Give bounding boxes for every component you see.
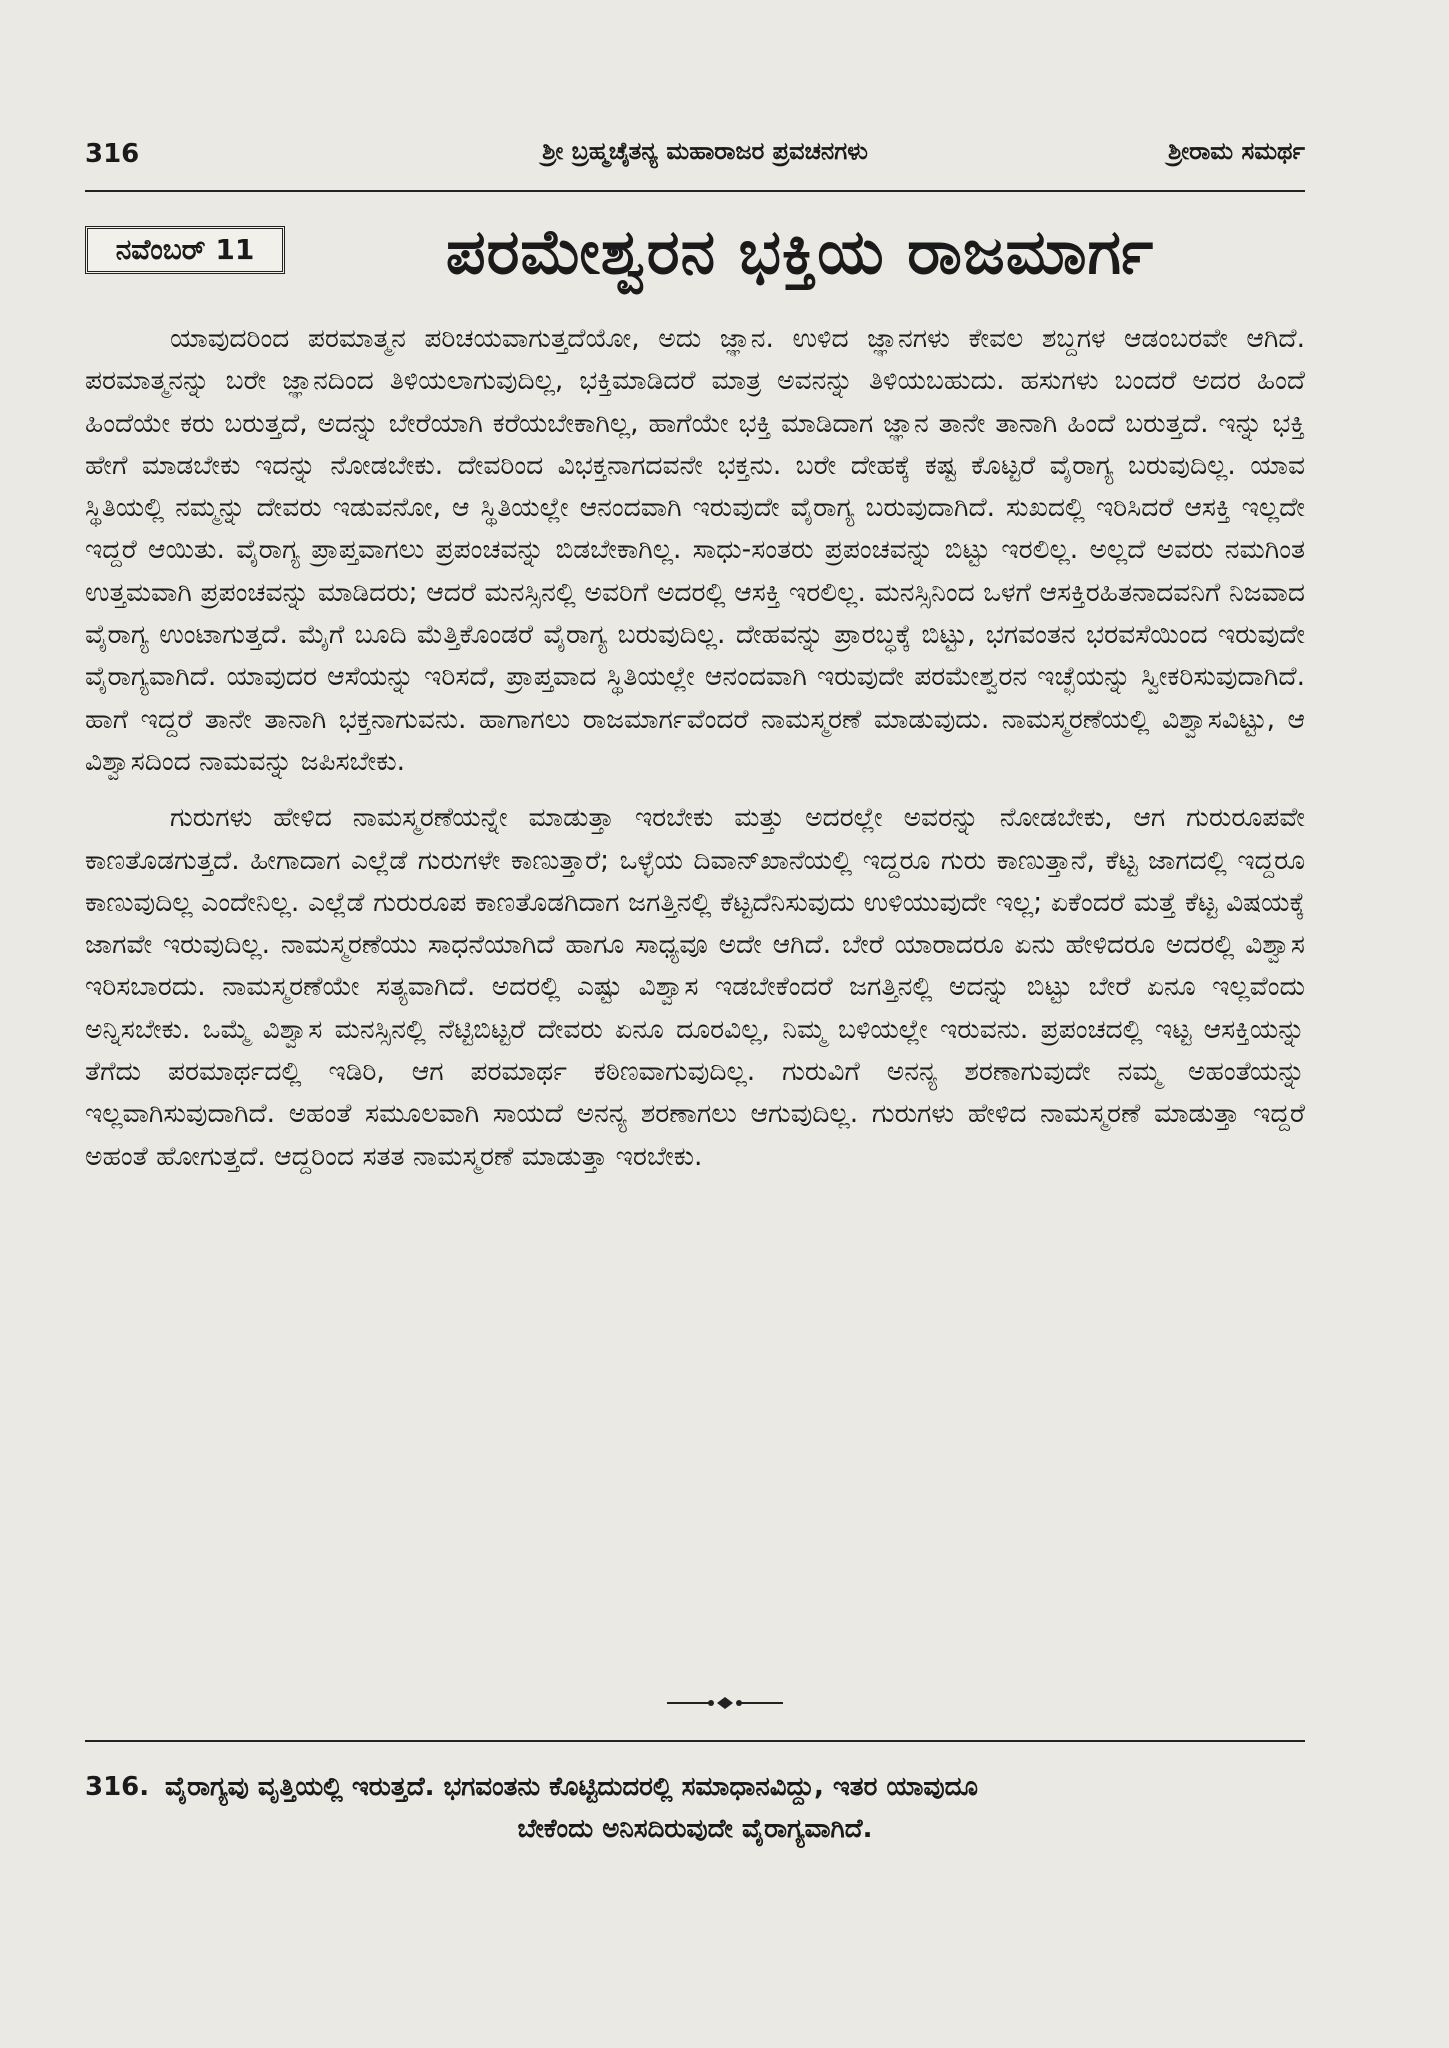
- date-box: ನವೆಂಬರ್ 11: [85, 226, 285, 274]
- footnote-line-2: ಬೇಕೆಂದು ಅನಿಸದಿರುವುದೇ ವೈರಾಗ್ಯವಾಗಿದೆ.: [517, 1814, 873, 1844]
- page-number: 316: [85, 139, 140, 169]
- paragraph-2: ಗುರುಗಳು ಹೇಳಿದ ನಾಮಸ್ಮರಣೆಯನ್ನೇ ಮಾಡುತ್ತಾ ಇರಬೇಕು ಮತ್ತು ಅದರಲ್ಲೇ ಅವರನ್ನು ನೋಡಬೇಕು, ಆಗ ಗುರುರೂಪವೇ ಕಾಣತೊಡಗುತ್ತದೆ. ಹೀಗಾದಾಗ ಎಲ್ಲೆಡೆ ಗುರುಗಳೇ ಕಾಣುತ್ತಾರೆ; ಒಳ್ಳೆಯ ದಿವಾನ್‌ಖಾನೆಯಲ್ಲಿ ಇದ್ದರೂ ಗುರು ಕಾಣುತ್ತಾನೆ, ಕೆಟ್ಟ ಜಾಗದಲ್ಲಿ ಇದ್ದರೂ ಕಾಣುವುದಿಲ್ಲ ಎಂದೇನಿಲ್ಲ. ಎಲ್ಲೆಡೆ ಗುರುರೂಪ ಕಾಣತೊಡಗಿದಾಗ ಜಗತ್ತಿನಲ್ಲಿ ಕೆಟ್ಟದೆನಿಸುವುದು ಉಳಿಯುವುದೇ ಇಲ್ಲ; ಏಕೆಂದರೆ ಮತ್ತೆ ಕೆಟ್ಟ ವಿಷಯಕ್ಕೆ ಜಾಗವೇ ಇರುವುದಿಲ್ಲ. ನಾಮಸ್ಮರಣೆಯು ಸಾಧನೆಯಾಗಿದೆ ಹಾಗೂ ಸಾಧ್ಯವೂ ಅದೇ ಆಗಿದೆ. ಬೇರೆ ಯಾರಾದರೂ ಏನು ಹೇಳಿದರೂ ಅದರಲ್ಲಿ ವಿಶ್ವಾಸ ಇರಿಸಬಾರದು. ನಾಮಸ್ಮರಣೆಯೇ ಸತ್ಯವಾಗಿದೆ. ಅದರಲ್ಲಿ ಎಷ್ಟು ವಿಶ್ವಾಸ ಇಡಬೇಕೆಂದರೆ ಜಗತ್ತಿನಲ್ಲಿ ಅದನ್ನು ಬಿಟ್ಟು ಬೇರೆ ಏನೂ ಇಲ್ಲವೆಂದು ಅನ್ನಿಸಬೇಕು. ಒಮ್ಮೆ ವಿಶ್ವಾಸ ಮನಸ್ಸಿನಲ್ಲಿ ನೆಟ್ಟಿಬಿಟ್ಟರೆ ದೇವರು ಏನೂ ದೂರವಿಲ್ಲ, ನಿಮ್ಮ ಬಳಿಯಲ್ಲೇ ಇರುವನು. ಪ್ರಪಂಚದಲ್ಲಿ ಇಟ್ಟ ಆಸಕ್ತಿಯನ್ನು ತೆಗೆದು ಪರಮಾರ್ಥದಲ್ಲಿ ಇಡಿರಿ, ಆಗ ಪರಮಾರ್ಥ ಕಠಿಣವಾಗುವುದಿಲ್ಲ. ಗುರುವಿಗೆ ಅನನ್ಯ ಶರಣಾಗುವುದೇ ನಮ್ಮ ಅಹಂತೆಯನ್ನು ಇಲ್ಲವಾಗಿಸುವುದಾಗಿದೆ. ಅಹಂತೆ ಸಮೂಲವಾಗಿ ಸಾಯದೆ ಅನನ್ಯ ಶರಣಾಗಲು ಆಗುವುದಿಲ್ಲ. ಗುರುಗಳು ಹೇಳಿದ ನಾಮಸ್ಮರಣೆ ಮಾಡುತ್ತಾ ಇದ್ದರೆ ಅಹಂತೆ ಹೋಗುತ್ತದೆ. ಆದ್ದರಿಂದ ಸತತ ನಾಮಸ್ಮರಣೆ ಮಾಡುತ್ತಾ ಇರಬೇಕು.: [85, 802, 1305, 1172]
- chapter-title: ಪರಮೇಶ್ವರನ ಭಕ್ತಿಯ ರಾಜಮಾರ್ಗ: [445, 215, 1155, 288]
- body-text: [85, 318, 1305, 1192]
- section-ornament: [620, 1690, 830, 1720]
- footnote-divider: [85, 1740, 1305, 1742]
- ornament-flourish-icon: [665, 1693, 785, 1713]
- footnote: [85, 1766, 1305, 1850]
- running-header: [85, 135, 1305, 175]
- header-signoff: ಶ್ರೀರಾಮ ಸಮರ್ಥ: [1168, 137, 1305, 165]
- header-divider: [85, 190, 1305, 192]
- book-title: ಶ್ರೀ ಬ್ರಹ್ಮಚೈತನ್ಯ ಮಹಾರಾಜರ ಪ್ರವಚನಗಳು: [542, 137, 868, 165]
- footnote-line-1: ವೈರಾಗ್ಯವು ವೃತ್ತಿಯಲ್ಲಿ ಇರುತ್ತದೆ. ಭಗವಂತನು ಕೊಟ್ಟಿದುದರಲ್ಲಿ ಸಮಾಧಾನವಿದ್ದು, ಇತರ ಯಾವುದೂ: [165, 1772, 978, 1802]
- footnote-number: 316.: [85, 1772, 150, 1802]
- paragraph-1: ಯಾವುದರಿಂದ ಪರಮಾತ್ಮನ ಪರಿಚಯವಾಗುತ್ತದೆಯೋ, ಅದು ಜ್ಞಾನ. ಉಳಿದ ಜ್ಞಾನಗಳು ಕೇವಲ ಶಬ್ದಗಳ ಆಡಂಬರವೇ ಆಗಿದೆ. ಪರಮಾತ್ಮನನ್ನು ಬರೇ ಜ್ಞಾನದಿಂದ ತಿಳಿಯಲಾಗುವುದಿಲ್ಲ, ಭಕ್ತಿಮಾಡಿದರೆ ಮಾತ್ರ ಅವನನ್ನು ತಿಳಿಯಬಹುದು. ಹಸುಗಳು ಬಂದರೆ ಅದರ ಹಿಂದೆ ಹಿಂದೆಯೇ ಕರು ಬರುತ್ತದೆ, ಅದನ್ನು ಬೇರೆಯಾಗಿ ಕರೆಯಬೇಕಾಗಿಲ್ಲ, ಹಾಗೆಯೇ ಭಕ್ತಿ ಮಾಡಿದಾಗ ಜ್ಞಾನ ತಾನೇ ತಾನಾಗಿ ಹಿಂದೆ ಬರುತ್ತದೆ. ಇನ್ನು ಭಕ್ತಿ ಹೇಗೆ ಮಾಡಬೇಕು ಇದನ್ನು ನೋಡಬೇಕು. ದೇವರಿಂದ ವಿಭಕ್ತನಾಗದವನೇ ಭಕ್ತನು. ಬರೇ ದೇಹಕ್ಕೆ ಕಷ್ಟ ಕೊಟ್ಟರೆ ವೈರಾಗ್ಯ ಬರುವುದಿಲ್ಲ. ಯಾವ ಸ್ಥಿತಿಯಲ್ಲಿ ನಮ್ಮನ್ನು ದೇವರು ಇಡುವನೋ, ಆ ಸ್ಥಿತಿಯಲ್ಲೇ ಆನಂದವಾಗಿ ಇರುವುದೇ ವೈರಾಗ್ಯ ಬರುವುದಾಗಿದೆ. ಸುಖದಲ್ಲಿ ಇರಿಸಿದರೆ ಆಸಕ್ತಿ ಇಲ್ಲದೇ ಇದ್ದರೆ ಆಯಿತು. ವೈರಾಗ್ಯ ಪ್ರಾಪ್ತವಾಗಲು ಪ್ರಪಂಚವನ್ನು ಬಿಡಬೇಕಾಗಿಲ್ಲ. ಸಾಧು-ಸಂತರು ಪ್ರಪಂಚವನ್ನು ಬಿಟ್ಟು ಇರಲಿಲ್ಲ. ಅಲ್ಲದೆ ಅವರು ನಮಗಿಂತ ಉತ್ತಮವಾಗಿ ಪ್ರಪಂಚವನ್ನು ಮಾಡಿದರು; ಆದರೆ ಮನಸ್ಸಿನಲ್ಲಿ ಅವರಿಗೆ ಅದರಲ್ಲಿ ಆಸಕ್ತಿ ಇರಲಿಲ್ಲ. ಮನಸ್ಸಿನಿಂದ ಒಳಗೆ ಆಸಕ್ತಿರಹಿತನಾದವನಿಗೆ ನಿಜವಾದ ವೈರಾಗ್ಯ ಉಂಟಾಗುತ್ತದೆ. ಮೈಗೆ ಬೂದಿ ಮೆತ್ತಿಕೊಂಡರೆ ವೈರಾಗ್ಯ ಬರುವುದಿಲ್ಲ. ದೇಹವನ್ನು ಪ್ರಾರಬ್ಧಕ್ಕೆ ಬಿಟ್ಟು, ಭಗವಂತನ ಭರವಸೆಯಿಂದ ಇರುವುದೇ ವೈರಾಗ್ಯವಾಗಿದೆ. ಯಾವುದರ ಆಸೆಯನ್ನು ಇರಿಸದೆ, ಪ್ರಾಪ್ತವಾದ ಸ್ಥಿತಿಯಲ್ಲೇ ಆನಂದವಾಗಿ ಇರುವುದೇ ಪರಮೇಶ್ವರನ ಇಚ್ಛೆಯನ್ನು ಸ್ವೀಕರಿಸುವುದಾಗಿದೆ. ಹಾಗೆ ಇದ್ದರೆ ತಾನೇ ತಾನಾಗಿ ಭಕ್ತನಾಗುವನು. ಹಾಗಾಗಲು ರಾಜಮಾರ್ಗವೆಂದರೆ ನಾಮಸ್ಮರಣೆ ಮಾಡುವುದು. ನಾಮಸ್ಮರಣೆಯಲ್ಲಿ ವಿಶ್ವಾಸವಿಟ್ಟು, ಆ ವಿಶ್ವಾಸದಿಂದ ನಾಮವನ್ನು ಜಪಿಸಬೇಕು.: [85, 323, 1305, 777]
